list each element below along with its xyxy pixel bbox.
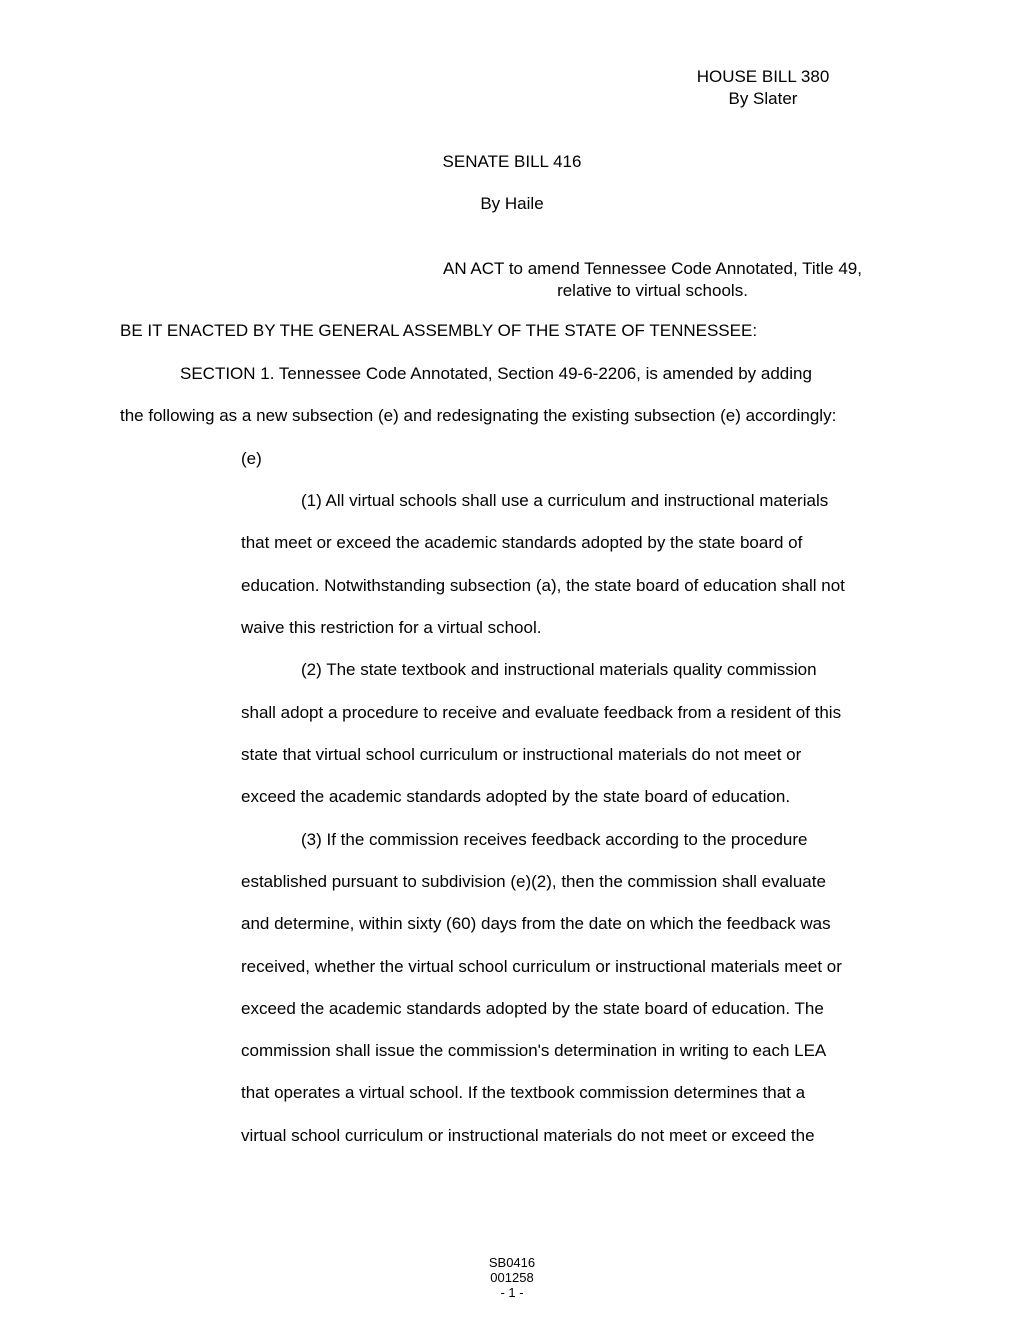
para2-line: shall adopt a procedure to receive and evaluate feedback from a resident of this — [241, 703, 842, 722]
section1-line2: the following as a new subsection (e) and redesignating the existing subsection (e) accordingly: — [120, 406, 837, 425]
para1-line: education. Notwithstanding subsection (a), the state board of education shall not — [241, 576, 845, 595]
act-title-line1: AN ACT to amend Tennessee Code Annotated, Title 49, — [443, 259, 862, 278]
act-title — [380, 258, 925, 302]
para1-line: that meet or exceed the academic standards adopted by the state board of — [241, 533, 803, 552]
act-title-line2: relative to virtual schools. — [557, 281, 748, 300]
para1-line: (1) All virtual schools shall use a curriculum and instructional materials — [301, 491, 829, 510]
section1-line1: SECTION 1. Tennessee Code Annotated, Section 49-6-2206, is amended by adding — [180, 364, 812, 383]
para3-line: received, whether the virtual school curriculum or instructional materials meet or — [241, 957, 842, 976]
para3-line: (3) If the commission receives feedback according to the procedure — [301, 830, 808, 849]
enacting-clause: BE IT ENACTED BY THE GENERAL ASSEMBLY OF THE STATE OF TENNESSEE: — [120, 321, 758, 340]
page-footer — [462, 1255, 562, 1300]
footer-page-number: - 1 - — [500, 1285, 524, 1300]
subsection-label: (e) — [241, 449, 262, 468]
senate-bill-sponsor: By Haile — [480, 194, 544, 213]
para3-line: commission shall issue the commission's determination in writing to each LEA — [241, 1041, 827, 1060]
para2-line: exceed the academic standards adopted by the state board of education. — [241, 787, 791, 806]
para3-line: that operates a virtual school. If the textbook commission determines that a — [241, 1083, 806, 1102]
para2-line: (2) The state textbook and instructional materials quality commission — [301, 660, 817, 679]
house-bill-sponsor: By Slater — [728, 89, 798, 108]
senate-bill-number: SENATE BILL 416 — [442, 152, 582, 171]
footer-bill-code: SB0416 — [488, 1255, 536, 1270]
para2-line: state that virtual school curriculum or instructional materials do not meet or — [241, 745, 802, 764]
para3-line: and determine, within sixty (60) days from the date on which the feedback was — [241, 914, 831, 933]
house-bill-number: HOUSE BILL 380 — [696, 67, 830, 86]
para3-line: virtual school curriculum or instructional materials do not meet or exceed the — [241, 1126, 815, 1145]
para3-line: established pursuant to subdivision (e)(2), then the commission shall evaluate — [241, 872, 826, 891]
footer-doc-number: 001258 — [490, 1270, 534, 1285]
para3-line: exceed the academic standards adopted by the state board of education. The — [241, 999, 824, 1018]
house-bill-block — [663, 66, 863, 110]
para1-line: waive this restriction for a virtual school. — [241, 618, 542, 637]
